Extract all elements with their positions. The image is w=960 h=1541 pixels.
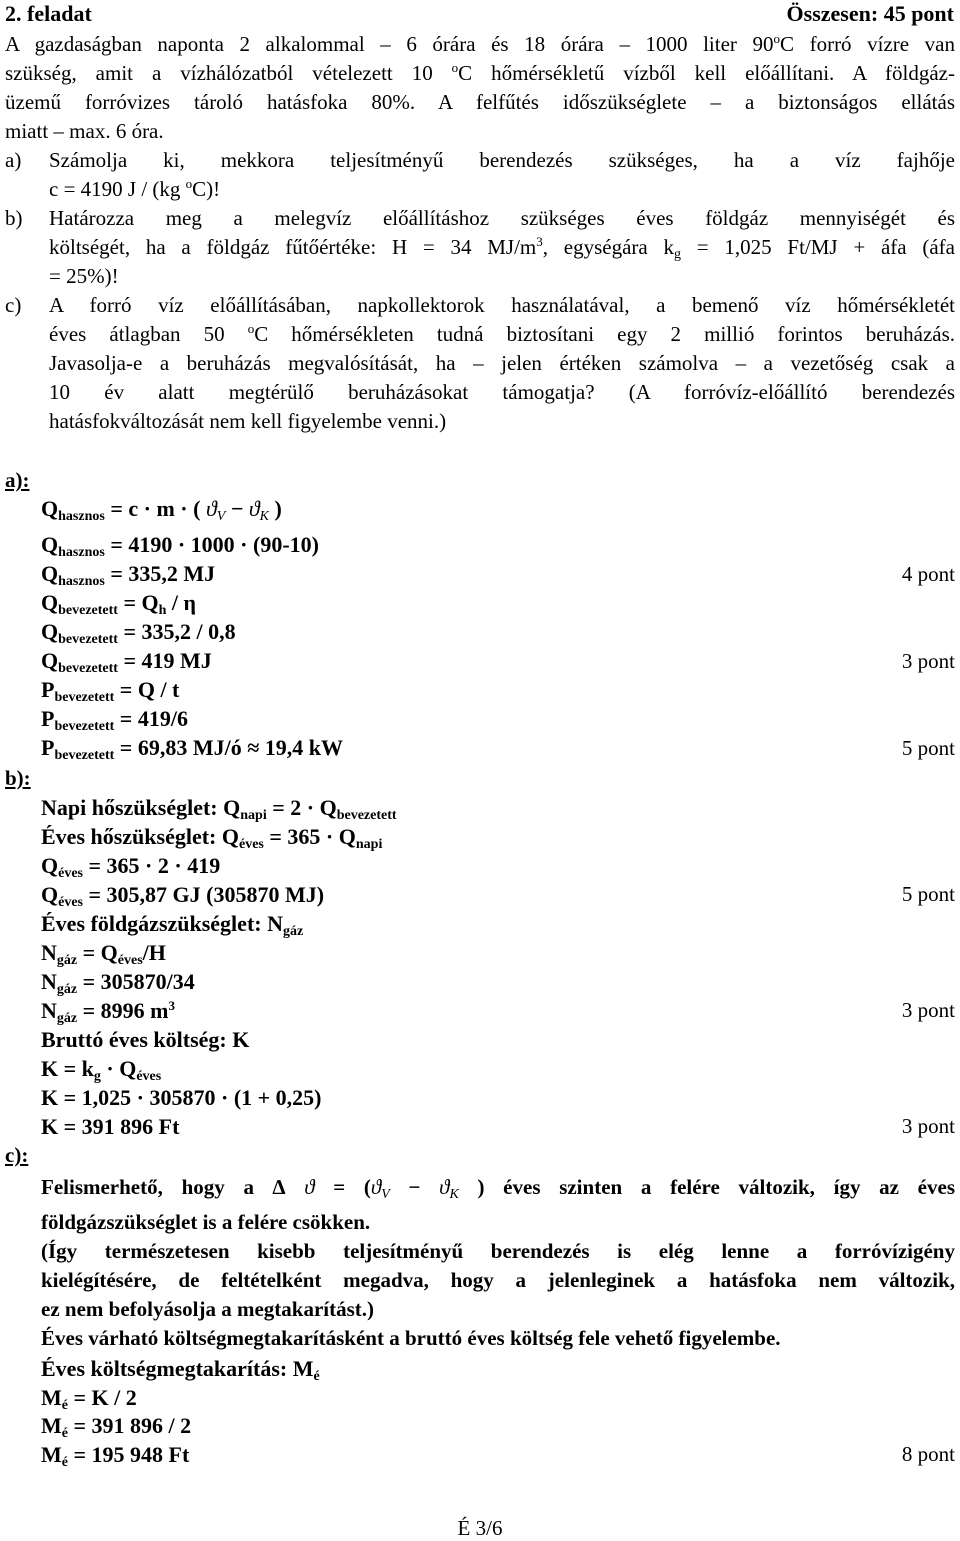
intro-line-2: szükség, amit a vízhálózatból vételezett 10 $^o$C hőmérsékletű vízből kell előállítani. A földgáz- [5, 60, 955, 85]
points-label: 5 pont [901, 882, 955, 906]
question-b [5, 204, 955, 294]
question-label: a) [5, 148, 22, 172]
text-line: Éves várható költségmegtakarításként a bruttó éves költség fele vehető figyelembe. [41, 1326, 781, 1350]
text-line: ez nem befolyásolja a megtakarítást.) [41, 1297, 375, 1321]
question-line: Határozza meg a melegvíz előállításhoz szükséges éves földgáz mennyiségét és [49, 206, 955, 230]
equation-line: K = 391 896 Ft [41, 1114, 180, 1139]
points-label: 3 pont [901, 998, 955, 1022]
points-label: 3 pont [901, 649, 955, 673]
points-label: 4 pont [901, 562, 955, 586]
question-label: c) [5, 293, 22, 317]
equation-line: K = 1,025 · 305870 · (1 + 0,25) [41, 1085, 322, 1110]
equation-line: $N_{gáz} = Q_{éves}/H$ [41, 940, 166, 968]
equation-line: $P_{bevezetett} = 69,83$ MJ/ó ≈ 19,4 kW [41, 735, 344, 763]
question-line: hatásfokváltozását nem kell figyelembe venni.) [49, 409, 447, 433]
equation-line: Éves hőszükséglet: $Q_{éves} = 365 \cdot Q_{napi}$ [41, 824, 383, 852]
question-line: = 25%)! [49, 264, 119, 288]
equation-line: Éves földgázszükséglet: $N_{gáz}$ [41, 911, 304, 939]
equation-line: $N_{gáz} = 8996$ $m^3$ [41, 998, 175, 1026]
equation-line: $P_{bevezetett} = Q / t$ [41, 677, 180, 705]
equation-line: $Q_{hasznos} = 335,2$ MJ [41, 561, 216, 589]
text-line: földgázszükséglet is a felére csökken. [41, 1210, 371, 1234]
equation-line: $Q_{bevezetett} = Q_h / \eta$ [41, 590, 197, 618]
task-title: 2. feladat [5, 1, 92, 26]
question-line: 10 év alatt megtérülő beruházásokat támogatja? (A forróvíz-előállító berendezés [49, 380, 955, 404]
equation-line: $M_é = 391$ 896 / 2 [41, 1413, 192, 1441]
question-a [5, 146, 955, 206]
question-line: c = 4190 J / (kg $^o$C)! [49, 176, 221, 201]
equation-line: Napi hőszükséglet: $Q_{napi} = 2 \cdot Q_{bevezetett}$ [41, 795, 397, 823]
question-line: A forró víz előállításában, napkollektorok használatával, a bemenő víz hőmérsékletét [49, 293, 955, 317]
equation-line: $M_é = 195$ 948 Ft [41, 1442, 190, 1470]
equation-line: $Q_{éves} = 365 \cdot 2 \cdot 419$ [41, 853, 221, 881]
task-header [5, 1, 954, 29]
text-line: kielégítésére, de feltételként megadva, hogy a jelenleginek a hatásfoka nem változik, [41, 1268, 955, 1292]
equation-line: $Q_{bevezetett} = 335,2 / 0,8$ [41, 619, 236, 647]
intro-line-1: A gazdaságban naponta 2 alkalommal – 6 órára és 18 órára – 1000 liter 90$^o$C forró vízre van [5, 31, 955, 56]
text-line: Felismerhető, hogy a ∆ $ϑ = (ϑ_V - ϑ_K$ ) éves szinten a felére változik, így az éves [41, 1175, 955, 1202]
equation-line: $Q_{bevezetett} = 419$ MJ [41, 648, 212, 676]
equation-line: $K = k_g \cdot Q_{éves}$ [41, 1056, 162, 1084]
equation-line: $N_{gáz} = 305870/34$ [41, 969, 195, 997]
question-c [5, 291, 955, 437]
equation-line: Éves költségmegtakarítás: $M_é$ [41, 1356, 320, 1384]
equation-line: $M_é = K / 2$ [41, 1385, 137, 1413]
solution-c-label: c): [5, 1143, 29, 1167]
intro-line-4: miatt – max. 6 óra. [5, 119, 164, 143]
text-line: (Így természetesen kisebb teljesítményű berendezés is elég lenne a forróvízigény [41, 1239, 955, 1263]
question-line: Számolja ki, mekkora teljesítményű berendezés szükséges, ha a víz fajhője [49, 148, 955, 172]
solution-b-label: b): [5, 766, 31, 790]
intro-line-3: üzemű forróvizes tároló hatásfoka 80%. A felfűtés időszükséglete – a biztonságos ellátás [5, 90, 955, 114]
equation-line: Bruttó éves költség: K [41, 1027, 250, 1052]
question-line: költségét, ha a földgáz fűtőértéke: H = 34 $MJ/m^3$, egységára $k_g = 1,025$ Ft/MJ + áfa (áfa [49, 234, 955, 262]
solution-c-text [41, 1173, 955, 1353]
points-label: 8 pont [901, 1442, 955, 1466]
equation-line: $P_{bevezetett} = 419/6$ [41, 706, 188, 734]
question-line: éves átlagban 50 $^o$C hőmérsékleten tudná biztosítani egy 2 millió forintos beruházás. [49, 321, 955, 346]
question-label: b) [5, 206, 23, 230]
equation-q-useful: $Q_{hasznos} = c \cdot m$ · ( $ϑ_V - ϑ_K$ ) [41, 496, 282, 524]
solution-a-label: a): [5, 468, 30, 492]
total-points: Összesen: 45 pont [786, 1, 954, 26]
page-number: É 3/6 [457, 1516, 503, 1540]
equation-line: $Q_{hasznos} = 4190 \cdot 1000 \cdot (90-10)$ [41, 532, 320, 560]
points-label: 3 pont [901, 1114, 955, 1138]
points-label: 5 pont [901, 736, 955, 760]
question-line: Javasolja-e a beruházás megvalósítását, ha – jelen értéken számolva – a vezetőség csak a [49, 351, 955, 375]
equation-line: $Q_{éves} = 305,87$ GJ (305870 MJ) [41, 882, 325, 910]
